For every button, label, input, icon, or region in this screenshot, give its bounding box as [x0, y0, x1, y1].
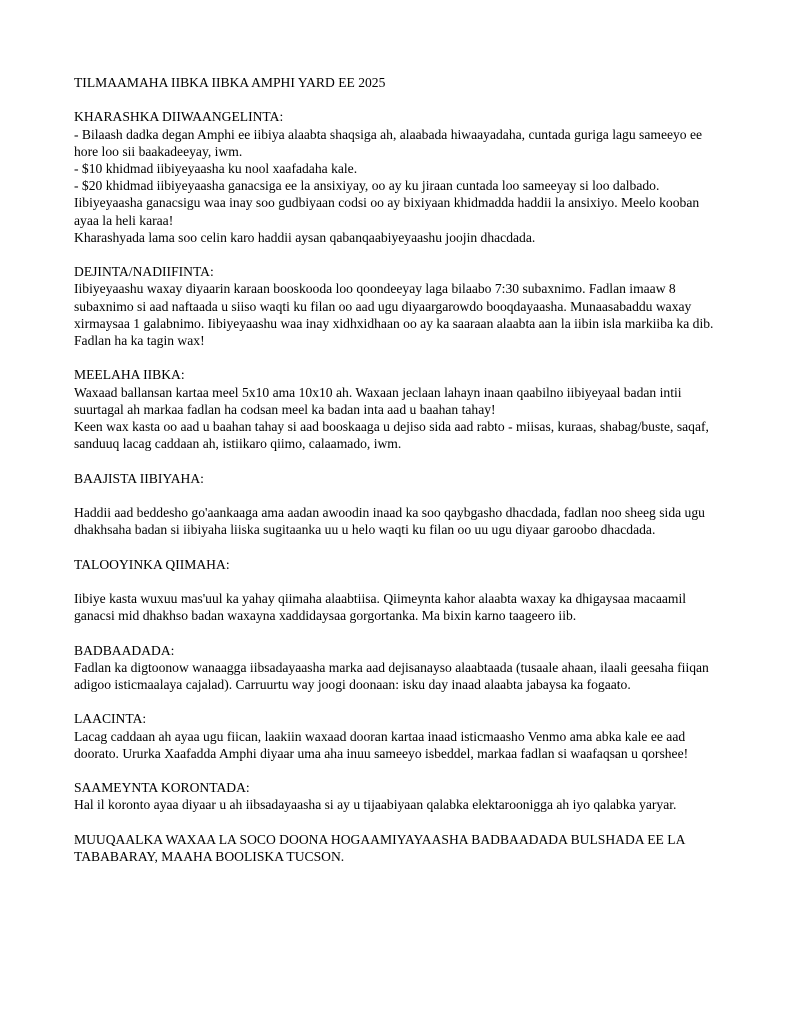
setup-heading: DEJINTA/NADIIFINTA: [74, 264, 214, 280]
safety-text: Fadlan ka digtoonow wanaagga iibsadayaasha marka aad dejisanayso alaabtaada (tusaale ahaan, ilaali geesaha fiiqan adigoo isticmaalaya cajalad). Carruurtu way joogi doonaan: isku day inaad alaabta jabaysa ka fogaato. [74, 659, 709, 692]
pricing-text: Iibiye kasta wuxuu mas'uul ka yahay qiimaha alaabtiisa. Qiimeynta kahor alaabta waxay ka dhigaysaa macaamil ganacsi mid dhakhso badan waxayna xaddidaysaa gorgortanka. Ma bixin karno taageero iib. [74, 590, 687, 624]
pricing-section [74, 556, 724, 625]
power-heading: SAAMEYNTA KORONTADA: [74, 780, 250, 796]
registration-section [74, 108, 724, 246]
blank-line [74, 487, 724, 504]
blank-line [74, 573, 724, 590]
payment-heading: LAACINTA: [74, 711, 147, 727]
power-section [74, 779, 724, 813]
document-page [74, 74, 724, 865]
spaces-line: Waxaad ballansan kartaa meel 5x10 ama 10x10 ah. Waxaan jeclaan lahayn inaan qaabilno iibiyeyaal badan intii suurtagal ah markaa fadlan ha codsan meel ka badan inta aad u baahan tahay! [74, 384, 682, 417]
setup-text: Iibiyeyaashu waxay diyaarin karaan booskooda loo qoondeeyay laga bilaabo 7:30 subaxnimo. Fadlan imaaw 8 subaxnimo si aad naftaada u siiso waqti ku filan oo aad ugu diyaargarowdo booqdayaasha. Munaasabaddu waxay xirmaysaa 1 galabnimo. Iibiyeyaashu waa inay xidhxidhaan oo ay ka saaraan alaabta aan la iibin isla markiiba ka dib. Fadlan ha ka tagin wax! [74, 281, 714, 349]
registration-line: - $20 khidmad iibiyeyaasha ganacsiga ee la ansixiyay, oo ay ku jiraan cuntada loo sameeyay si loo dalbado. Iibiyeyaasha ganacsigu waa inay soo gudbiyaan codsi oo ay bixiyaan khidmadda haddii la ansixiyo. Meelo kooban ayaa la heli karaa! [74, 178, 700, 228]
safety-heading: BADBAADADA: [74, 642, 175, 658]
registration-line: - $10 khidmad iibiyeyaasha ku nool xaafadaha kale. [74, 161, 358, 176]
footer-section [74, 831, 724, 865]
budget-text: Haddii aad beddesho go'aankaaga ama aadan awoodin inaad ka soo qaybgasho dhacdada, fadlan noo sheeg sida ugu dhakhsaha badan si iibiyaha liiska sugitaanka uu u helo waqti ku filan oo uu ugu diyaar garoobo dhacdada. [74, 505, 705, 538]
pricing-heading: TALOOYINKA QIIMAHA: [74, 556, 230, 572]
safety-section [74, 642, 724, 694]
payment-section [74, 710, 724, 762]
footer-notice: MUUQAALKA WAXAA LA SOCO DOONA HOGAAMIYAYAASHA BADBAADADA BULSHADA EE LA TABABARAY, MAAHA BOOLISKA TUCSON. [74, 831, 685, 864]
registration-line: - Bilaash dadka degan Amphi ee iibiya alaabta shaqsiga ah, alaabada hiwaayadaha, cuntada guriga lagu sameeyo ee hore loo sii baakadeeyay, iwm. [74, 126, 703, 159]
setup-section [74, 263, 724, 349]
registration-heading: KHARASHKA DIIWAANGELINTA: [74, 109, 284, 125]
budget-section [74, 470, 724, 539]
power-text: Hal il koronto ayaa diyaar u ah iibsadayaasha si ay u tijaabiyaan qalabka elektaroonigga ah iyo qalabka yaryar. [74, 797, 677, 813]
spaces-line: Keen wax kasta oo aad u baahan tahay si aad booskaaga u dejiso sida aad rabto - miisas, kuraas, shabag/buste, saqaf, sanduuq lacag caddaan ah, istiikaro qiimo, calaamado, iwm. [74, 419, 709, 452]
spaces-section [74, 366, 724, 452]
budget-heading: BAAJISTA IIBIYAHA: [74, 470, 204, 486]
payment-text: Lacag caddaan ah ayaa ugu fiican, laakiin waxaad dooran kartaa inaad isticmaasho Venmo ama abka kale ee aad doorato. Ururka Xaafadda Amphi diyaar uma aha inuu sameeyo isbeddel, markaa fadlan si waafaqsan u qorshee! [74, 728, 689, 761]
registration-line: Kharashyada lama soo celin karo haddii aysan qabanqaabiyeyaashu joojin dhacdada. [74, 229, 536, 245]
document-title: TILMAAMAHA IIBKA IIBKA AMPHI YARD EE 2025 [74, 75, 386, 90]
spaces-heading: MEELAHA IIBKA: [74, 367, 185, 383]
